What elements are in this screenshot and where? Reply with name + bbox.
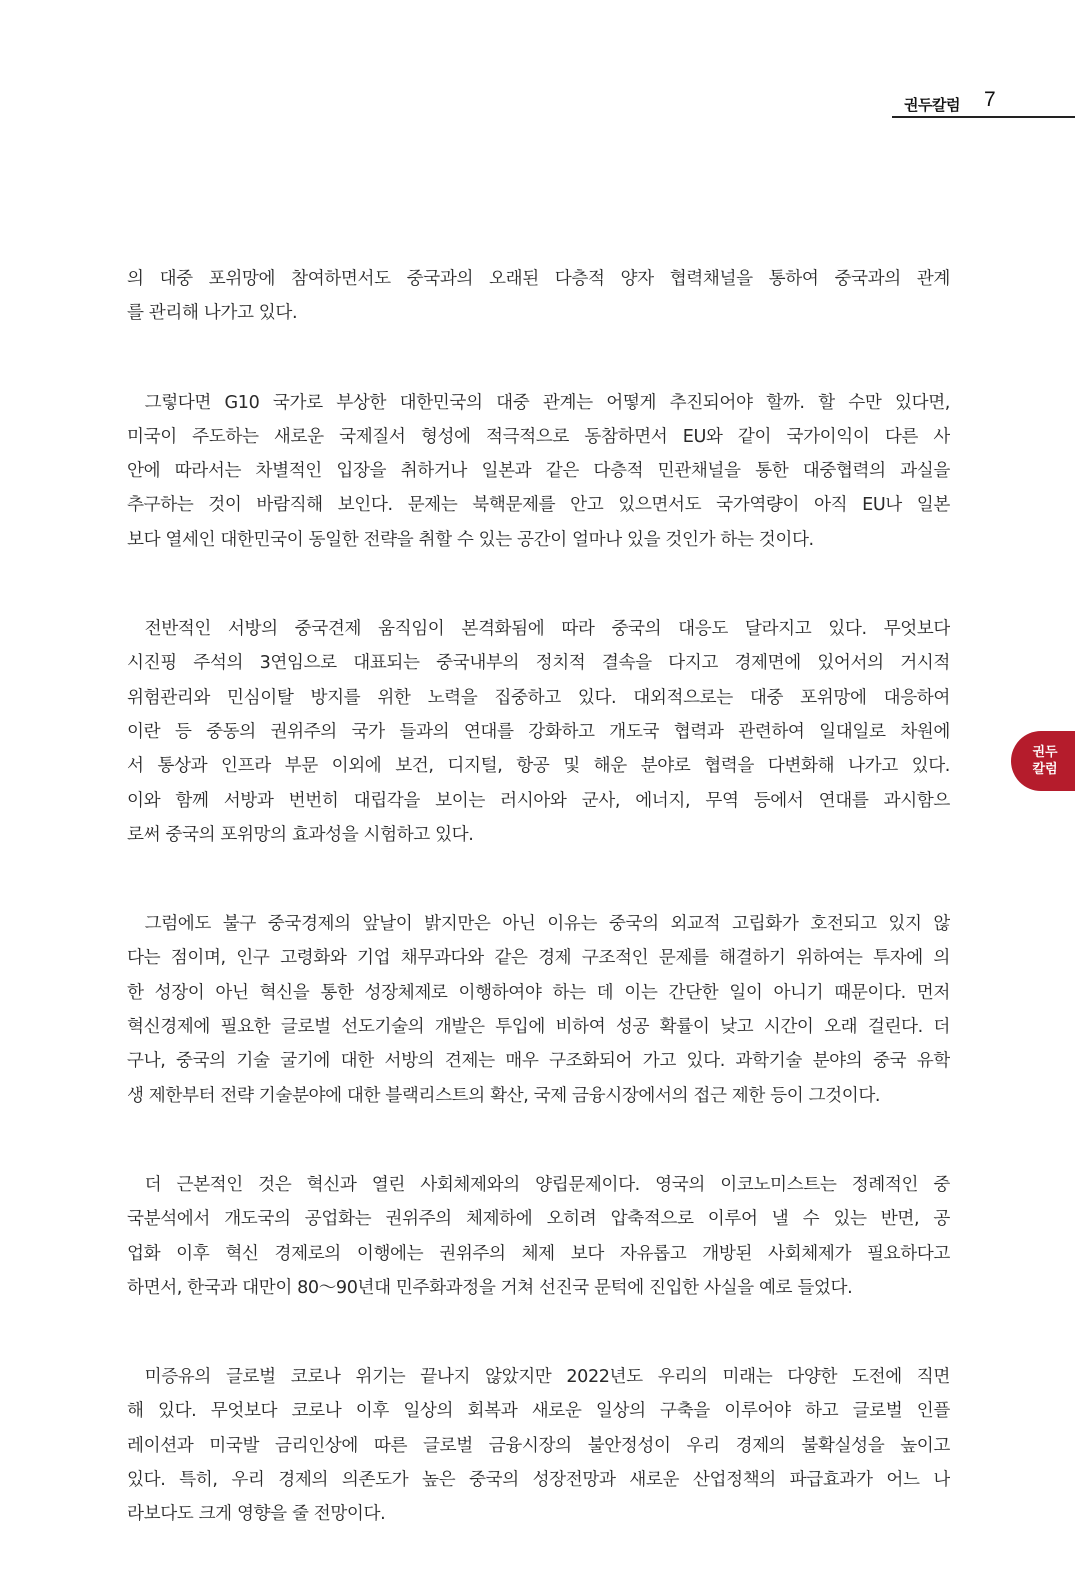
paragraph	[127, 262, 950, 331]
text-line: 이란 등 중동의 권위주의 국가 들과의 연대를 강화하고 개도국 협력과 관련하여 일대일로 차원에	[127, 721, 950, 742]
text-line: 구나, 중국의 기술 굴기에 대한 서방의 견제는 매우 구조화되어 가고 있다. 과학기술 분야의 중국 유학	[127, 1051, 950, 1072]
text-line: 레이션과 미국발 금리인상에 따른 글로벌 금융시장의 불안정성이 우리 경제의 불확실성을 높이고	[127, 1435, 950, 1456]
paragraph	[127, 1360, 950, 1531]
text-line: 그럼에도 불구 중국경제의 앞날이 밝지만은 아닌 이유는 중국의 외교적 고립화가 호전되고 있지 않	[144, 914, 950, 935]
text-line: 그렇다면 G10 국가로 부상한 대한민국의 대중 관계는 어떻게 추진되어야 할까. 할 수만 있다면,	[144, 392, 950, 413]
text-line: 를 관리해 나가고 있다.	[127, 303, 298, 324]
text-line: 위험관리와 민심이탈 방지를 위한 노력을 집중하고 있다. 대외적으로는 대중 포위망에 대응하여	[127, 687, 950, 708]
text-line: 해 있다. 무엇보다 코로나 이후 일상의 회복과 새로운 일상의 구축을 이루어야 하고 글로벌 인플	[127, 1401, 950, 1422]
text-line: 업화 이후 혁신 경제로의 이행에는 권위주의 체제 보다 자유롭고 개방된 사회체제가 필요하다고	[127, 1243, 950, 1264]
page-number: 7	[984, 88, 996, 111]
paragraph	[127, 612, 950, 852]
text-line: 한 성장이 아닌 혁신을 통한 성장체제로 이행하여야 하는 데 이는 간단한 일이 아니기 때문이다. 먼저	[127, 982, 950, 1003]
text-line: 안에 따라서는 차별적인 입장을 취하거나 일본과 같은 다층적 민관채널을 통한 대중협력의 과실을	[127, 461, 950, 482]
text-line: 서 통상과 인프라 부문 이외에 보건, 디지털, 항공 및 해운 분야로 협력을 다변화해 나가고 있다.	[127, 756, 950, 777]
page-header	[892, 88, 1075, 118]
text-line: 시진핑 주석의 3연임으로 대표되는 중국내부의 정치적 결속을 다지고 경제면에 있어서의 거시적	[127, 653, 950, 674]
text-line: 다는 점이며, 인구 고령화와 기업 채무과다와 같은 경제 구조적인 문제를 해결하기 위하여는 투자에 의	[127, 948, 950, 969]
text-line: 라보다도 크게 영향을 줄 전망이다.	[127, 1504, 386, 1525]
text-line: 생 제한부터 전략 기술분야에 대한 블랙리스트의 확산, 국제 금융시장에서의 접근 제한 등이 그것이다.	[127, 1085, 881, 1106]
paragraph	[127, 1168, 950, 1305]
header-rule	[892, 116, 1075, 118]
text-line: 의 대중 포위망에 참여하면서도 중국과의 오래된 다층적 양자 협력채널을 통하여 중국과의 관계	[127, 269, 950, 289]
text-line: 전반적인 서방의 중국견제 움직임이 본격화됨에 따라 중국의 대응도 달라지고 있다. 무엇보다	[144, 619, 950, 640]
article-body	[127, 262, 950, 1587]
text-line: 미국이 주도하는 새로운 국제질서 형성에 적극적으로 동참하면서 EU와 같이 국가이익이 다른 사	[127, 426, 950, 447]
text-line: 이와 함께 서방과 번번히 대립각을 보이는 러시아와 군사, 에너지, 무역 등에서 연대를 과시함으	[127, 790, 950, 811]
text-line: 보다 열세인 대한민국이 동일한 전략을 취할 수 있는 공간이 얼마나 있을 것인가 하는 것이다.	[127, 529, 814, 550]
section-side-tab	[1011, 731, 1075, 791]
text-line: 하면서, 한국과 대만이 80～90년대 민주화과정을 거쳐 선진국 문턱에 진입한 사실을 예로 들었다.	[127, 1277, 853, 1298]
text-line: 있다. 특히, 우리 경제의 의존도가 높은 중국의 성장전망과 새로운 산업정책의 파급효과가 어느 나	[127, 1470, 950, 1491]
text-line: 추구하는 것이 바람직해 보인다. 문제는 북핵문제를 안고 있으면서도 국가역량이 아직 EU나 일본	[127, 495, 950, 516]
text-line: 더 근본적인 것은 혁신과 열린 사회체제와의 양립문제이다. 영국의 이코노미스트는 정례적인 중	[144, 1174, 950, 1195]
side-tab-line-1: 권두	[1032, 745, 1058, 760]
section-label: 권두칼럼	[904, 96, 960, 114]
text-line: 미증유의 글로벌 코로나 위기는 끝나지 않았지만 2022년도 우리의 미래는 다양한 도전에 직면	[144, 1367, 950, 1388]
paragraph	[127, 907, 950, 1113]
text-line: 혁신경제에 필요한 글로벌 선도기술의 개발은 투입에 비하여 성공 확률이 낮고 시간이 오래 걸린다. 더	[127, 1017, 950, 1038]
paragraph	[127, 386, 950, 557]
text-line: 국분석에서 개도국의 공업화는 권위주의 체제하에 오히려 압축적으로 이루어 낼 수 있는 반면, 공	[127, 1209, 950, 1230]
side-tab-line-2: 칼럼	[1032, 762, 1058, 777]
text-line: 로써 중국의 포위망의 효과성을 시험하고 있다.	[127, 824, 474, 845]
